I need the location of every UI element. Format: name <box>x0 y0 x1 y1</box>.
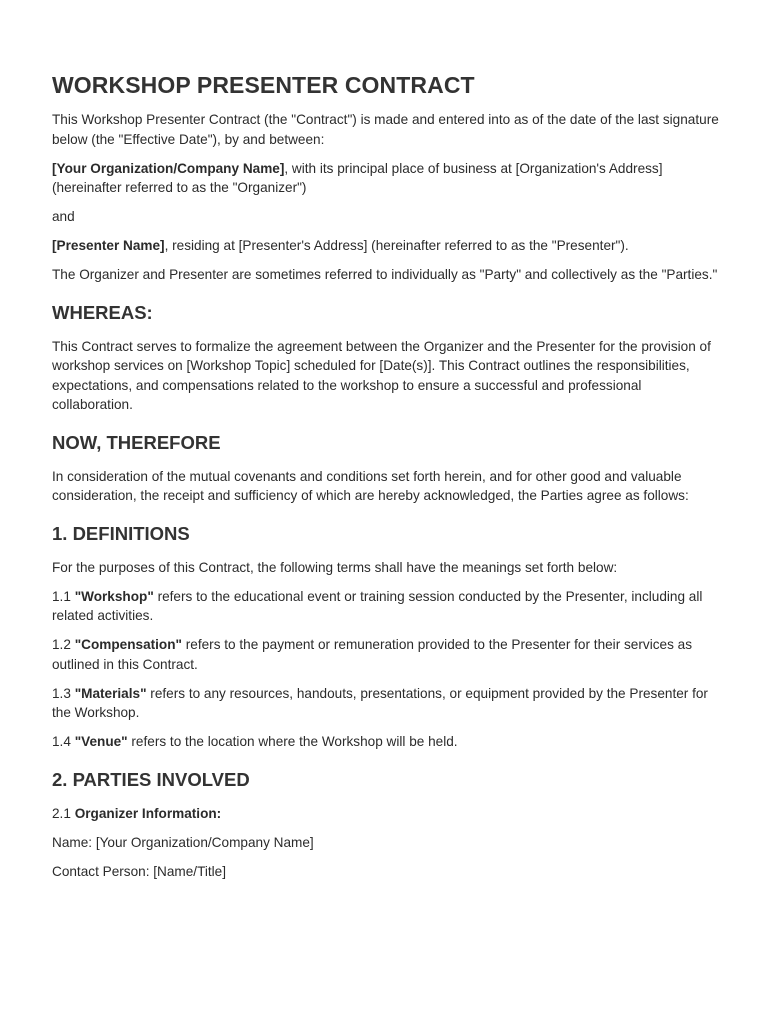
parties-note-paragraph: The Organizer and Presenter are sometimes referred to individually as "Party" and collectively as the "Parties." <box>52 267 718 282</box>
now-therefore-heading: NOW, THEREFORE <box>52 431 221 453</box>
presenter-party-paragraph <box>52 236 720 256</box>
intro-paragraph: This Workshop Presenter Contract (the "Contract") is made and entered into as of the date of the last signature below (the "Effective Date"), by and between: <box>52 112 719 147</box>
definition-text: refers to the location where the Workshop will be held. <box>127 734 458 749</box>
organizer-info-subheading <box>52 804 720 824</box>
subsection-number: 2.1 <box>52 805 75 821</box>
definition-term: "Compensation" <box>74 637 182 652</box>
and-paragraph: and <box>52 209 75 224</box>
definition-text: refers to the educational event or training session conducted by the Presenter, including all related activities. <box>52 588 703 623</box>
presenter-party-text: , residing at [Presenter's Address] (hereinafter referred to as the "Presenter"). <box>164 238 629 253</box>
definitions-intro: For the purposes of this Contract, the following terms shall have the meanings set forth below: <box>52 559 618 575</box>
whereas-paragraph: This Contract serves to formalize the agreement between the Organizer and the Presenter for the provision of workshop services on [Workshop Topic] scheduled for [Date(s)]. This Contract outlines the responsibilities, expectations, and compensations related to the workshop to ensure a successful and professional collaboration. <box>52 338 711 412</box>
definition-term: "Workshop" <box>74 588 154 604</box>
whereas-heading: WHEREAS: <box>52 301 153 323</box>
definition-term: "Materials" <box>74 685 147 701</box>
organizer-name-line: Name: [Your Organization/Company Name] <box>52 834 314 850</box>
organizer-party-paragraph <box>52 159 720 198</box>
definitions-heading: 1. DEFINITIONS <box>52 522 190 544</box>
now-therefore-paragraph: In consideration of the mutual covenants and conditions set forth herein, and for other good and valuable consideration, the receipt and sufficiency of which are hereby acknowledged, the Parties agree as follows: <box>52 468 689 503</box>
presenter-name-placeholder: [Presenter Name] <box>52 238 165 253</box>
definition-number: 1.4 <box>52 734 75 749</box>
organizer-party-text: , with its principal place of business at [Organization's Address] (hereinafter referred to as the "Organizer") <box>52 160 663 195</box>
definition-number: 1.3 <box>52 685 75 701</box>
definition-item-venue <box>52 732 720 752</box>
organizer-contact-line: Contact Person: [Name/Title] <box>52 863 227 879</box>
organizer-name-placeholder: [Your Organization/Company Name] <box>52 160 285 176</box>
subsection-label: Organizer Information: <box>74 805 222 821</box>
definition-text: refers to any resources, handouts, presentations, or equipment provided by the Presenter for the Workshop. <box>52 685 708 720</box>
parties-involved-heading: 2. PARTIES INVOLVED <box>52 768 250 790</box>
definition-number: 1.2 <box>52 637 75 652</box>
definition-number: 1.1 <box>52 588 75 604</box>
definition-term: "Venue" <box>74 734 128 749</box>
document-title: WORKSHOP PRESENTER CONTRACT <box>52 72 475 98</box>
definition-text: refers to the payment or remuneration provided to the Presenter for their services as outlined in this Contract. <box>52 637 692 672</box>
definition-item-workshop <box>52 587 720 626</box>
definition-item-materials <box>52 684 720 723</box>
definition-item-compensation <box>52 635 720 674</box>
